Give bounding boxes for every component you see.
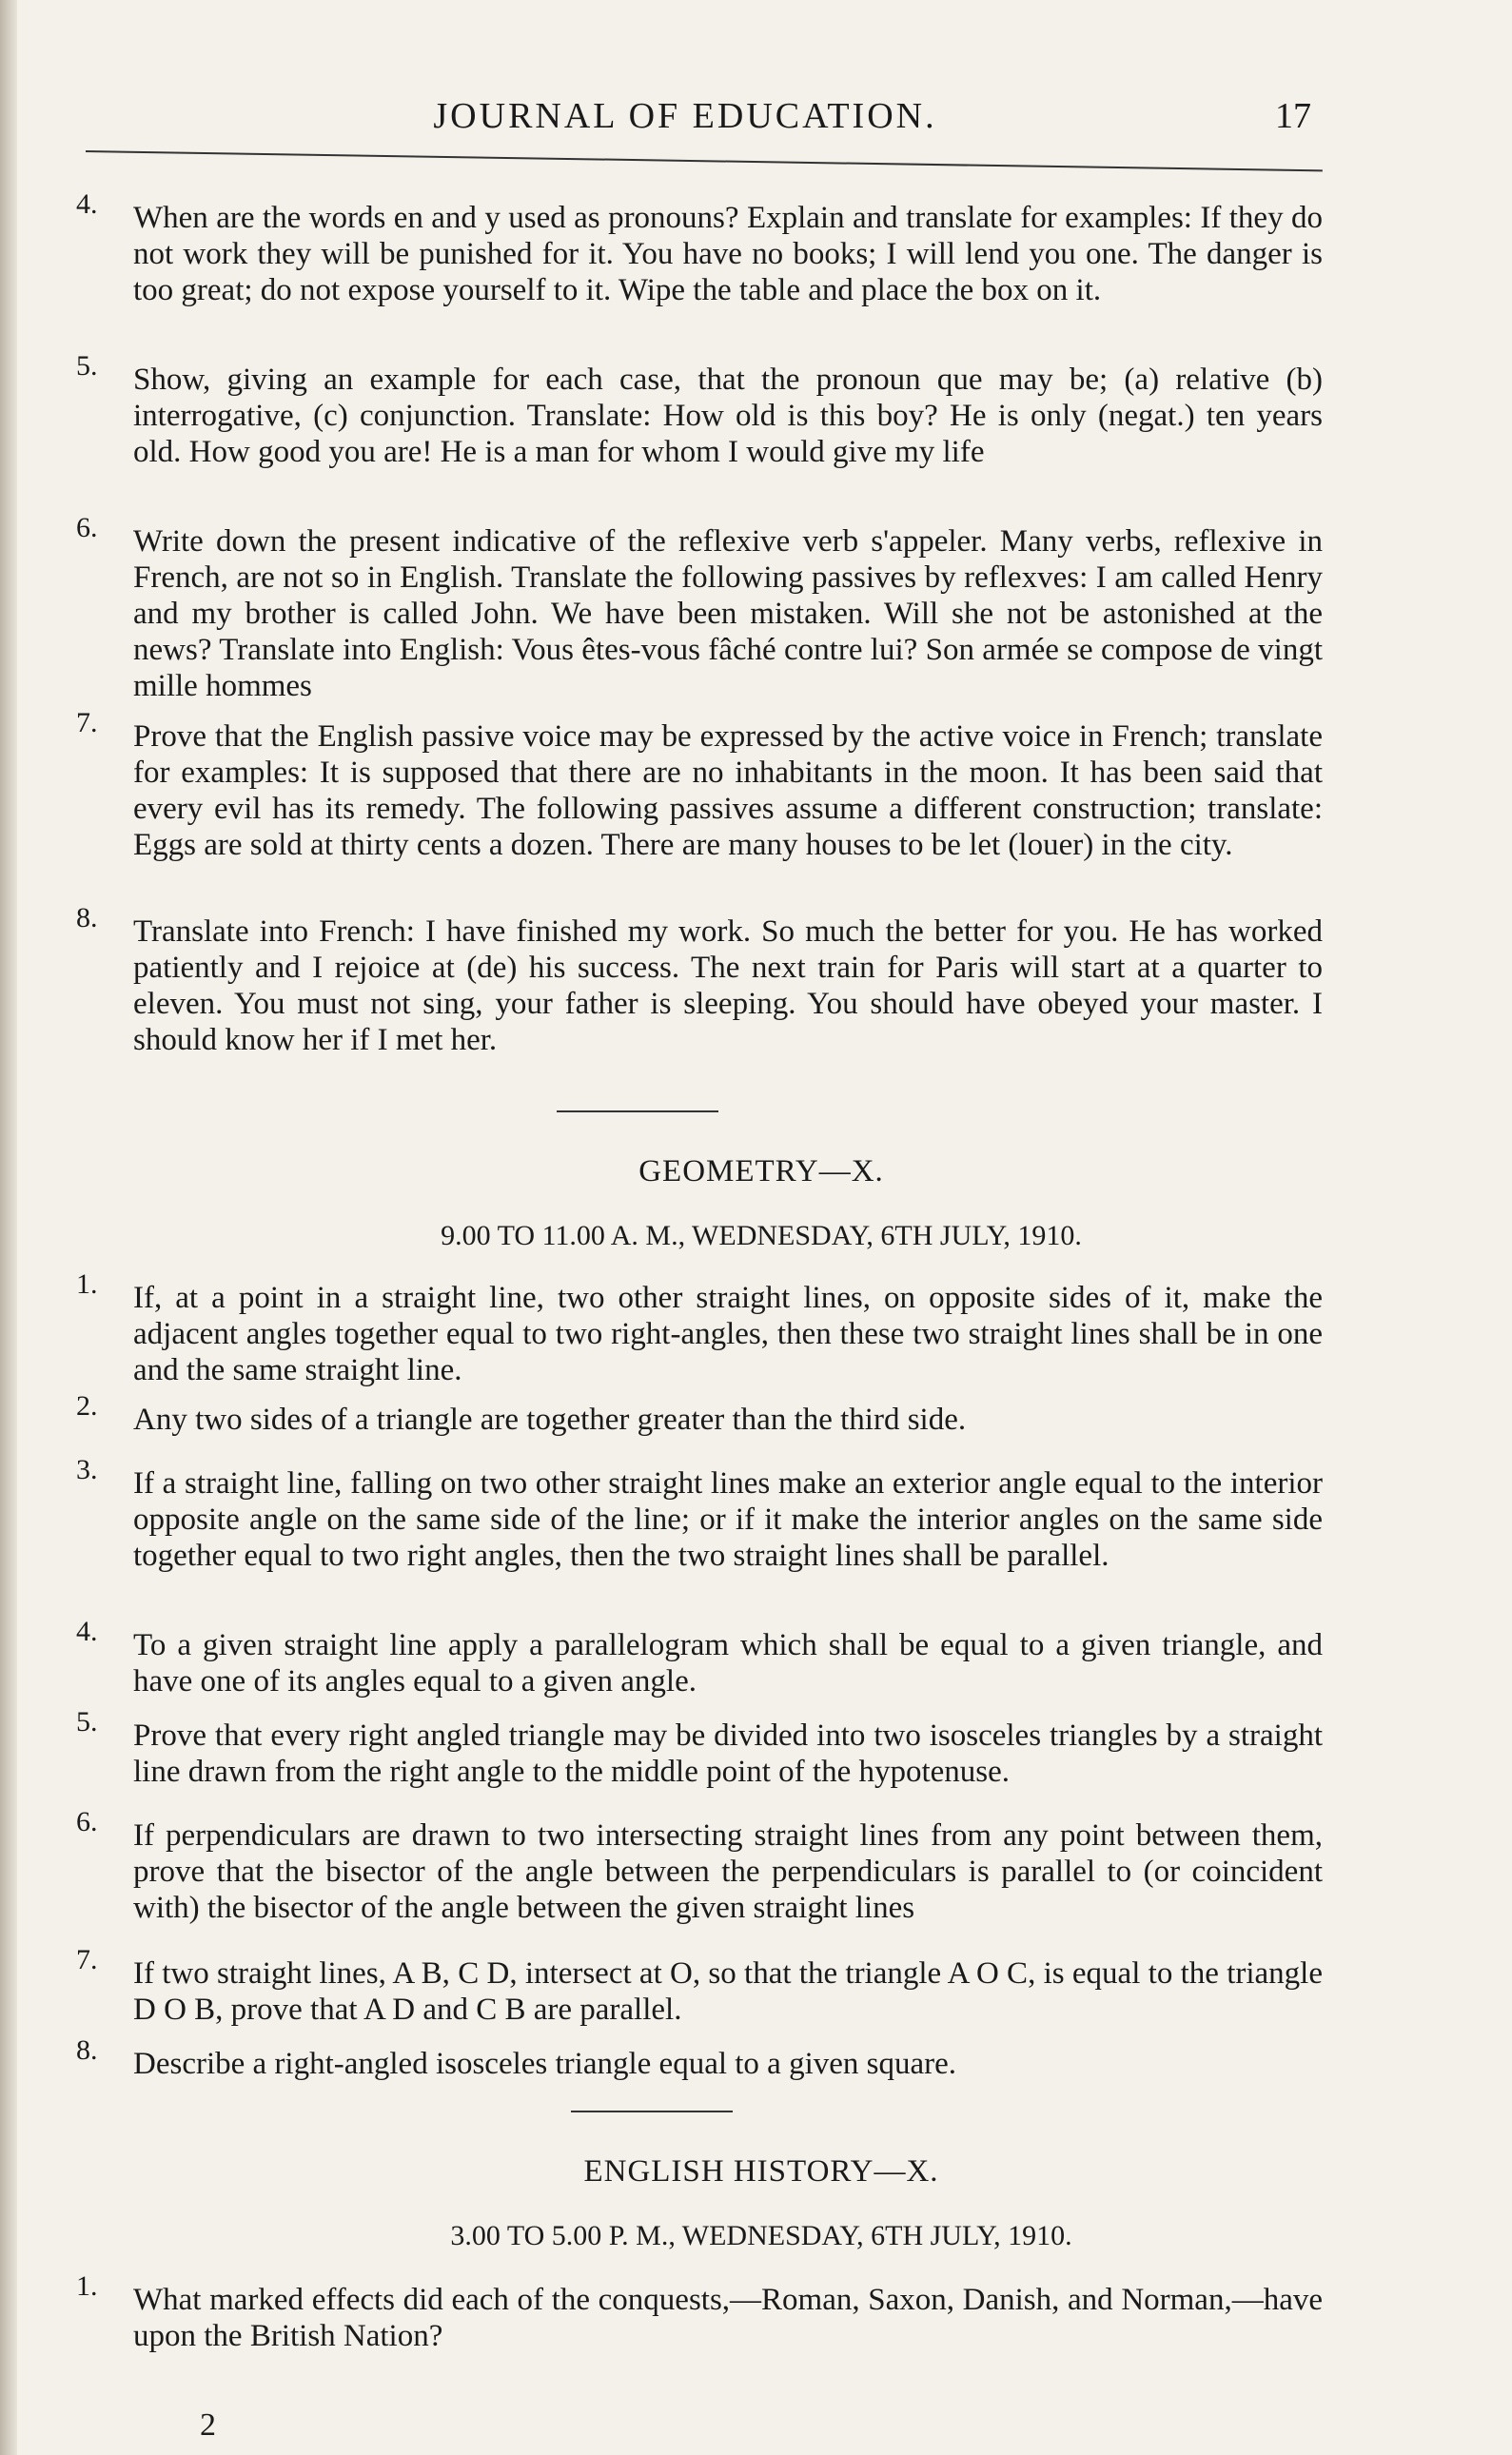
question-text: Translate into French: I have finished my work. So much the better for you. He has worked patiently and I rejoice at (de) his success. The next train for Paris will start at a quarter to eleven. You must not sing, your father is sleeping. You should have obeyed your master. I should know her if I met her. <box>133 914 1323 1057</box>
geometry-question-5 <box>76 1706 1323 1790</box>
question-text: Prove that the English passive voice may be expressed by the active voice in French; translate for examples: It is supposed that there are no inhabitants in the moon. It has been said that every evil has its remedy. The following passives assume a different construction; translate: Eggs are sold at thirty cents a dozen. There are many houses to be let (louer) in the city. <box>133 719 1323 862</box>
question-number: 8. <box>76 902 98 933</box>
question-number: 1. <box>76 2270 98 2302</box>
question-number: 7. <box>76 707 98 738</box>
history-section-title: ENGLISH HISTORY—X. <box>583 2154 939 2189</box>
question-text: Describe a right-angled isosceles triangle equal to a given square. <box>133 2047 957 2081</box>
geometry-question-7 <box>76 1944 1323 2028</box>
geometry-section-title: GEOMETRY—X. <box>638 1154 884 1188</box>
question-text: If two straight lines, A B, C D, intersect at O, so that the triangle A O C, is equal to the triangle D O B, prove that A D and C B are parallel. <box>133 1956 1323 2027</box>
question-number: 3. <box>76 1454 98 1485</box>
question-number: 6. <box>76 1806 98 1837</box>
question-text: To a given straight line apply a parallelogram which shall be equal to a given triangle, and have one of its angles equal to a given angle. <box>133 1628 1323 1699</box>
question-number: 5. <box>76 350 98 382</box>
question-text: If, at a point in a straight line, two other straight lines, on opposite sides of it, make the adjacent angles together equal to two right-angles, then these two straight lines shall be in one and the same straight line. <box>133 1281 1323 1387</box>
geometry-question-4 <box>76 1616 1323 1699</box>
question-number: 5. <box>76 1706 98 1738</box>
history-question-1 <box>76 2270 1323 2354</box>
question-text: If perpendiculars are drawn to two intersecting straight lines from any point between them, prove that the bisector of the angle between the perpendiculars is parallel to (or coincident with) the bisector of the angle between the given straight lines <box>133 1818 1323 1925</box>
question-text: Write down the present indicative of the reflexive verb s'appeler. Many verbs, reflexive in French, are not so in English. Translate the following passives by reflexves: I am called Henry and my brother is called John. We have been mistaken. Will she not be astonished at the news? Translate into English: Vous êtes-vous fâché contre lui? Son armée se compose de vingt mille hommes <box>133 524 1323 703</box>
question-number: 6. <box>76 512 98 543</box>
page-binding-edge <box>0 0 17 2455</box>
header-rule <box>86 150 1323 171</box>
french-question-8 <box>76 902 1323 1058</box>
question-number: 8. <box>76 2034 98 2066</box>
french-question-5 <box>76 350 1323 470</box>
question-number: 4. <box>76 188 98 220</box>
question-number: 7. <box>76 1944 98 1975</box>
section-separator <box>557 1110 718 1112</box>
question-text: What marked effects did each of the conquests,—Roman, Saxon, Danish, and Norman,—have upon the British Nation? <box>133 2283 1323 2353</box>
geometry-exam-time: 9.00 TO 11.00 A. M., WEDNESDAY, 6TH JULY, 1910. <box>441 1220 1082 1251</box>
question-number: 1. <box>76 1268 98 1300</box>
question-text: If a straight line, falling on two other straight lines make an exterior angle equal to the interior opposite angle on the same side of the line; or if it make the interior angles on the same side together equal to two right angles, then the two straight lines shall be parallel. <box>133 1466 1323 1573</box>
geometry-question-2 <box>76 1390 1323 1438</box>
page-number: 17 <box>1275 96 1311 136</box>
question-text: When are the words en and y used as pronouns? Explain and translate for examples: If they do not work they will be punished for it. You have no books; I will lend you one. The danger is too great; do not expose yourself to it. Wipe the table and place the box on it. <box>133 201 1323 307</box>
question-text: Show, giving an example for each case, that the pronoun que may be; (a) relative (b) interrogative, (c) conjunction. Translate: How old is this boy? He is only (negat.) ten years old. How good you are! He is a man for whom I would give my life <box>133 363 1323 469</box>
section-separator <box>571 2111 733 2112</box>
history-exam-time: 3.00 TO 5.00 P. M., WEDNESDAY, 6TH JULY, 1910. <box>450 2220 1072 2251</box>
french-question-6 <box>76 512 1323 704</box>
geometry-question-1 <box>76 1268 1323 1388</box>
french-question-4 <box>76 188 1323 308</box>
geometry-question-8 <box>76 2034 1323 2082</box>
question-text: Any two sides of a triangle are together greater than the third side. <box>133 1403 967 1437</box>
question-number: 4. <box>76 1616 98 1647</box>
french-question-7 <box>76 707 1323 863</box>
question-text: Prove that every right angled triangle may be divided into two isosceles triangles by a straight line drawn from the right angle to the middle point of the hypotenuse. <box>133 1718 1323 1789</box>
question-number: 2. <box>76 1390 98 1422</box>
running-header: JOURNAL OF EDUCATION. <box>433 96 937 136</box>
geometry-question-3 <box>76 1454 1323 1574</box>
geometry-question-6 <box>76 1806 1323 1926</box>
signature-mark: 2 <box>200 2407 216 2443</box>
